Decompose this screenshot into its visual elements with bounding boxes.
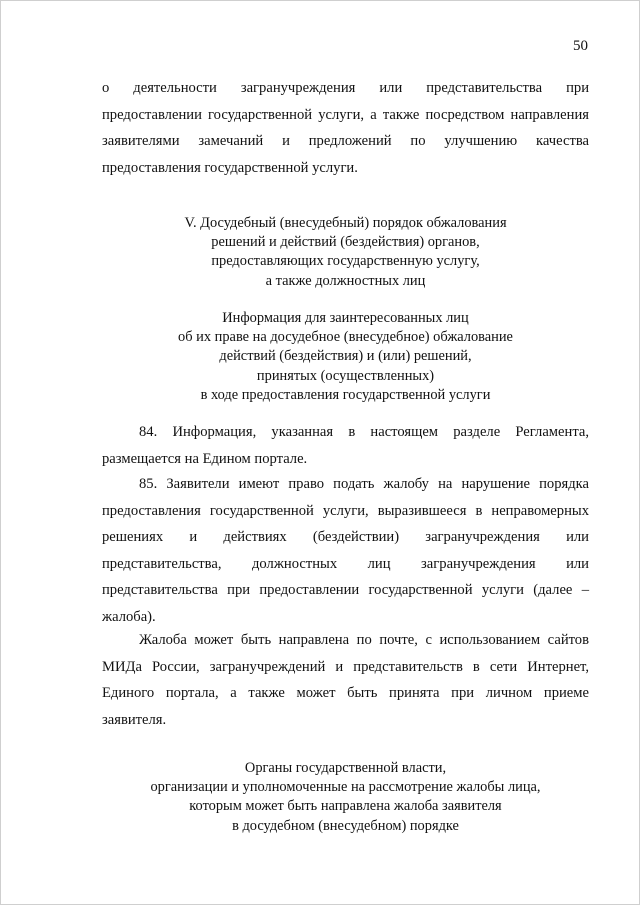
- heading-line: решений и действий (бездействия) органов,: [211, 234, 480, 251]
- text-line: размещается на Едином портале.: [102, 450, 308, 467]
- text-line: МИДа России, загранучреждений и представительств в сети Интернет,: [102, 658, 589, 675]
- page-number: 50: [573, 38, 588, 54]
- text-line: жалоба).: [102, 608, 156, 625]
- heading-line: в ходе предоставления государственной услуги: [200, 386, 491, 403]
- heading-line: предоставляющих государственную услугу,: [211, 253, 480, 270]
- text-line: Жалоба может быть направлена по почте, с использованием сайтов: [139, 632, 589, 648]
- heading-line: в досудебном (внесудебном) порядке: [232, 817, 459, 834]
- heading-line: V. Досудебный (внесудебный) порядок обжалования: [184, 215, 507, 231]
- info-subheading: [102, 309, 589, 405]
- text-line: 84. Информация, указанная в настоящем разделе Регламента,: [139, 424, 589, 440]
- section-heading: [102, 214, 589, 291]
- text-line: предоставления государственной услуги.: [102, 159, 358, 176]
- text-line: заявителями замечаний и предложений по улучшению качества: [102, 133, 589, 150]
- heading-line: Информация для заинтересованных лиц: [222, 310, 469, 326]
- heading-line: организации и уполномоченные на рассмотрение жалобы лица,: [150, 779, 541, 796]
- text-line: 85. Заявители имеют право подать жалобу на нарушение порядка: [139, 476, 589, 492]
- complaint-paragraph: [102, 627, 589, 733]
- text-line: решениях и действиях (бездействии) загранучреждения или: [102, 529, 589, 546]
- text-line: предоставления государственной услуги, выразившееся в неправомерных: [102, 502, 589, 519]
- heading-line: действий (бездействия) и (или) решений,: [219, 348, 472, 365]
- heading-line: Органы государственной власти,: [244, 760, 447, 776]
- heading-line: принятых (осуществленных): [256, 367, 435, 384]
- organs-subheading: [102, 759, 589, 836]
- heading-line: об их праве на досудебное (внесудебное) обжалование: [178, 329, 513, 346]
- text-line: заявителя.: [102, 711, 167, 728]
- text-line: о деятельности загранучреждения или представительства при: [102, 80, 589, 96]
- intro-paragraph: [102, 75, 589, 181]
- heading-line: которым может быть направлена жалоба заявителя: [189, 798, 502, 815]
- text-line: представительства при предоставлении государственной услуги (далее –: [102, 582, 589, 599]
- paragraph-85: [102, 471, 589, 631]
- paragraph-84: [102, 419, 589, 472]
- heading-line: а также должностных лиц: [265, 272, 426, 289]
- text-line: представительства, должностных лиц загранучреждения или: [102, 555, 589, 572]
- text-line: предоставлении государственной услуги, а также посредством направления: [102, 106, 589, 123]
- text-line: Единого портала, а также может быть принята при личном приеме: [102, 685, 589, 702]
